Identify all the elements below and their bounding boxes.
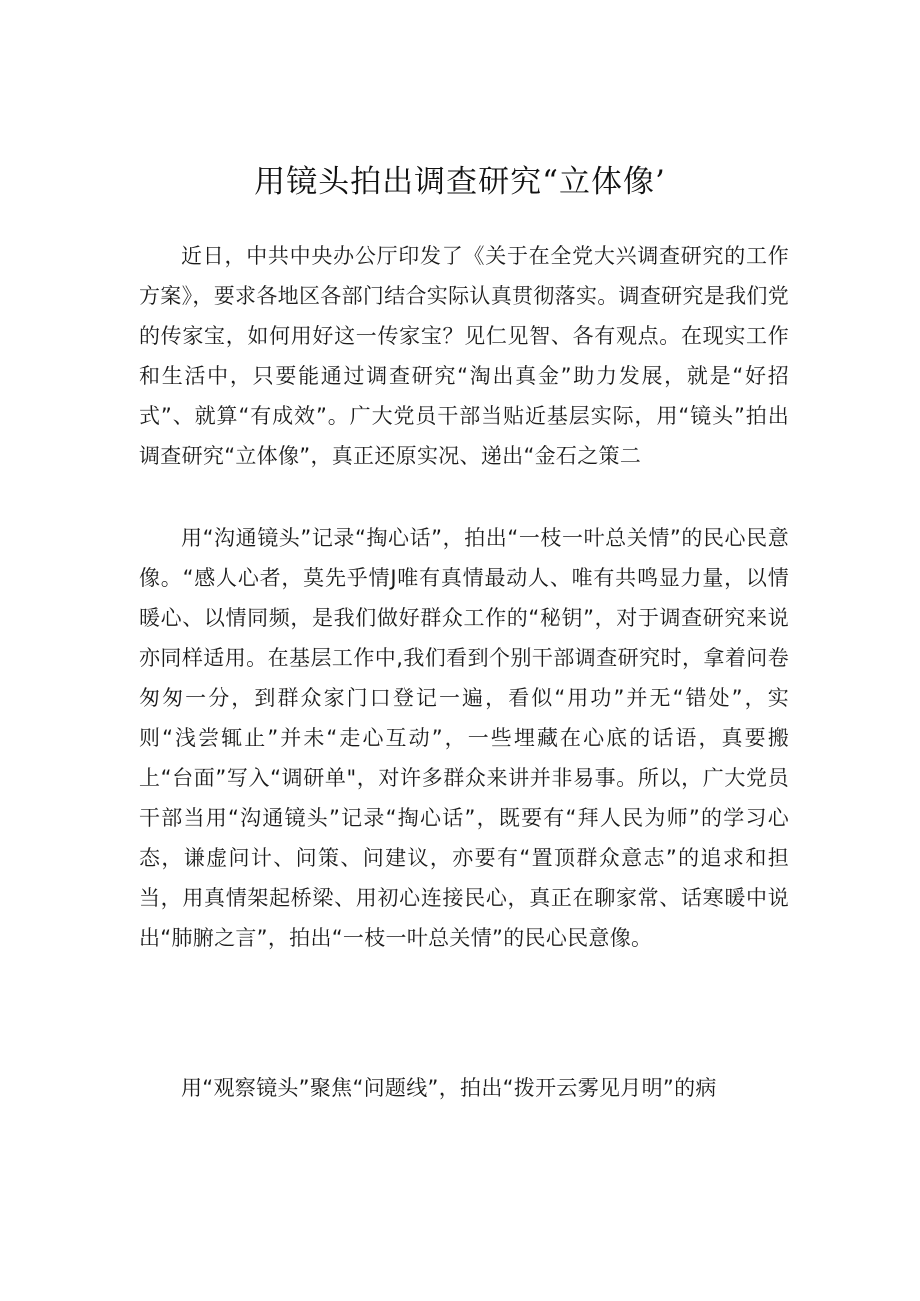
- paragraph-communication-lens: 用“沟通镜头”记录“掏心话”，拍出“一枝一叶总关情”的民心民意像。“感人心者，莫先乎情J唯有真情最动人、唯有共鸣显力量，以情暖心、以情同频，是我们做好群众工作的“秘钥”，对于调查研究来说亦同样适用。在基层工作中,我们看到个别干部调查研究时，拿着问卷匆匆一分，到群众家门口登记一遍，看似“用功”并无“错处”，实则“浅尝辄止”并未“走心互动”，一些埋藏在心底的话语，真要搬上“台面”写入“调研单"，对许多群众来讲并非易事。所以，广大党员干部当用“沟通镜头”记录“掏心话”，既要有“拜人民为师”的学习心态，谦虚问计、问策、问建议，亦要有“置顶群众意志”的追求和担当，用真情架起桥梁、用初心连接民心，真正在聊家常、话寒暖中说出“肺腑之言”，拍出“一枝一叶总关情”的民心民意像。: [139, 526, 789, 950]
- document-title: 用镜头拍出调查研究“立体像’: [254, 164, 666, 200]
- paragraph-observation-lens: 用“观察镜头”聚焦“问题线”，拍出“拨开云雾见月明”的病: [181, 1076, 717, 1100]
- paragraph-intro: 近日，中共中央办公厅印发了《关于在全党大兴调查研究的工作方案》，要求各地区各部门结合实际认真贯彻落实。调查研究是我们党的传家宝，如何用好这一传家宝？见仁见智、各有观点。在现实工作和生活中，只要能通过调查研究“淘出真金”助力发展，就是“好招式”、就算“有成效”。广大党员干部当贴近基层实际，用“镜头”拍出调查研究“立体像”，真正还原实况、递出“金石之策二: [139, 244, 789, 468]
